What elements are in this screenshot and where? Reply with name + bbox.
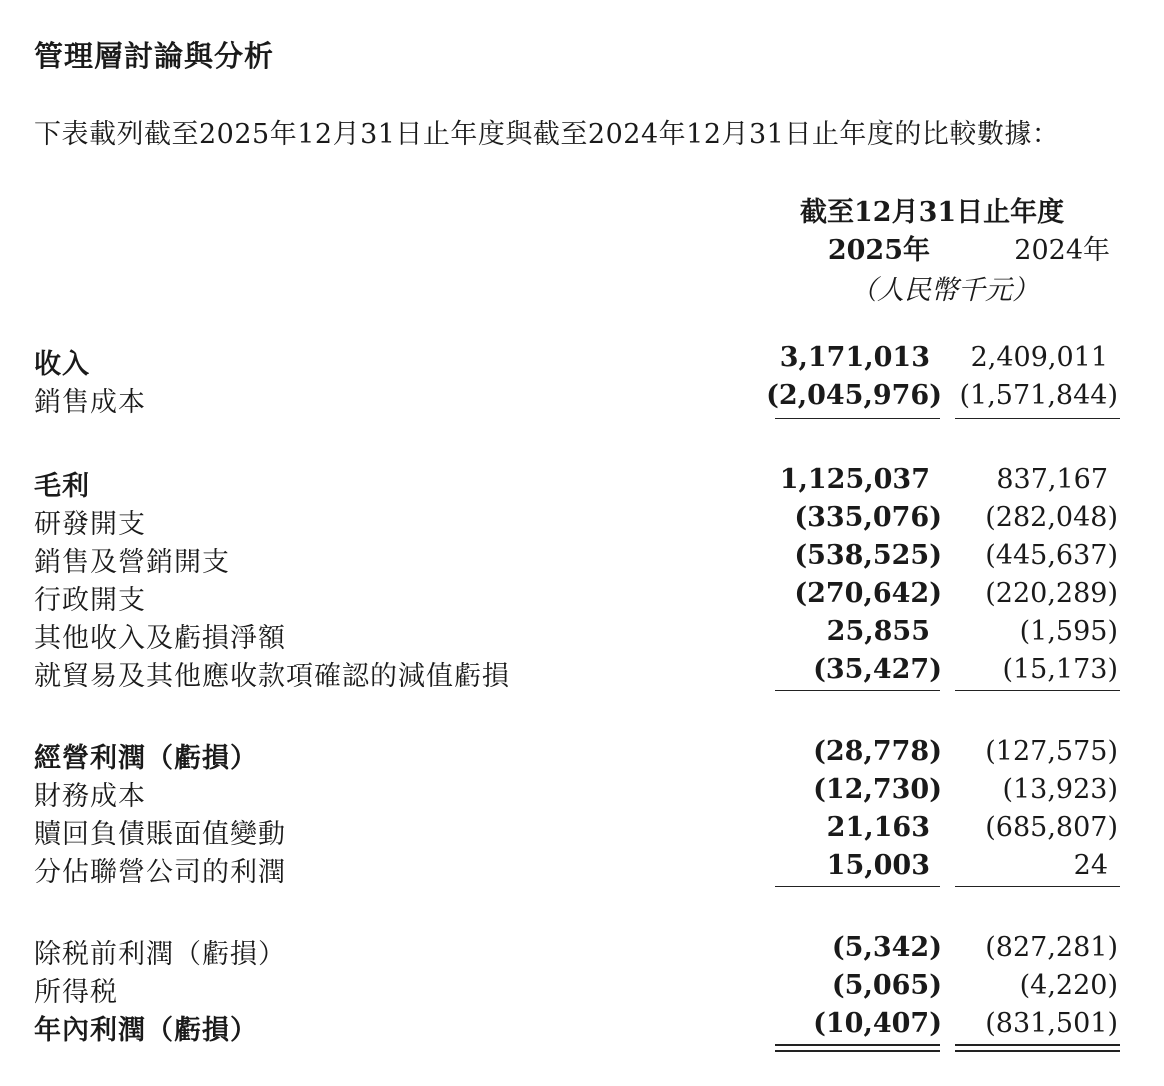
value-2024: 2,409,011 xyxy=(970,342,1108,373)
table-row-gross-profit xyxy=(0,464,1164,502)
row-label: 收入 xyxy=(34,349,90,380)
row-label: 分佔聯營公司的利潤 xyxy=(34,857,286,888)
value-2024: (445,637) xyxy=(985,540,1118,571)
total-double-rule xyxy=(775,1044,940,1052)
row-label: 行政開支 xyxy=(34,585,146,616)
table-row-income-tax xyxy=(0,970,1164,1008)
value-2024: (4,220) xyxy=(1019,970,1118,1001)
value-2024: (220,289) xyxy=(985,578,1118,609)
period-header: 截至12月31日止年度 xyxy=(800,197,1065,228)
value-2025: (5,065) xyxy=(831,970,942,1001)
value-2025: 21,163 xyxy=(826,812,930,843)
row-label: 年內利潤（虧損） xyxy=(34,1015,258,1046)
row-label: 其他收入及虧損淨額 xyxy=(34,623,286,654)
table-row-redemption-liability xyxy=(0,812,1164,850)
subtotal-rule xyxy=(775,418,940,419)
value-2025: (538,525) xyxy=(794,540,942,571)
row-label: 經營利潤（虧損） xyxy=(34,743,258,774)
value-2024: (1,571,844) xyxy=(959,380,1118,411)
subtotal-rule xyxy=(775,690,940,691)
value-2025: 15,003 xyxy=(826,850,930,881)
table-row-operating-profit xyxy=(0,736,1164,774)
table-row-rnd xyxy=(0,502,1164,540)
value-2025: (28,778) xyxy=(813,736,942,767)
intro-text: 下表載列截至2025年12月31日止年度與截至2024年12月31日止年度的比較數據： xyxy=(34,119,1060,150)
value-2025: (335,076) xyxy=(794,502,942,533)
value-2025: (12,730) xyxy=(813,774,942,805)
year-2024-header: 2024年 xyxy=(1014,235,1110,266)
subtotal-rule xyxy=(955,418,1120,419)
value-2024: (282,048) xyxy=(985,502,1118,533)
table-row-profit-before-tax xyxy=(0,932,1164,970)
value-2025: (35,427) xyxy=(813,654,942,685)
subtotal-rule xyxy=(955,886,1120,887)
section-title: 管理層討論與分析 xyxy=(34,39,275,73)
row-label: 研發開支 xyxy=(34,509,146,540)
row-label: 所得税 xyxy=(34,977,118,1008)
value-2024: (127,575) xyxy=(985,736,1118,767)
row-label: 財務成本 xyxy=(34,781,146,812)
value-2025: 1,125,037 xyxy=(779,464,930,495)
value-2025: (10,407) xyxy=(813,1008,942,1039)
table-row-cost-of-sales xyxy=(0,380,1164,418)
row-label: 毛利 xyxy=(34,471,90,502)
row-label: 銷售及營銷開支 xyxy=(34,547,230,578)
value-2024: (827,281) xyxy=(985,932,1118,963)
value-2025: (2,045,976) xyxy=(766,380,942,411)
row-label: 就貿易及其他應收款項確認的減值虧損 xyxy=(34,661,510,692)
unit-header: （人民幣千元） xyxy=(850,275,1039,306)
value-2025: (270,642) xyxy=(794,578,942,609)
value-2024: 837,167 xyxy=(996,464,1108,495)
value-2024: (1,595) xyxy=(1019,616,1118,647)
table-row-profit-for-year xyxy=(0,1008,1164,1046)
value-2025: (5,342) xyxy=(831,932,942,963)
subtotal-rule xyxy=(955,690,1120,691)
value-2024: (831,501) xyxy=(985,1008,1118,1039)
table-row-selling xyxy=(0,540,1164,578)
total-double-rule xyxy=(955,1044,1120,1052)
table-row-revenue xyxy=(0,342,1164,380)
value-2024: (685,807) xyxy=(985,812,1118,843)
value-2024: 24 xyxy=(1073,850,1108,881)
value-2025: 3,171,013 xyxy=(779,342,930,373)
subtotal-rule xyxy=(775,886,940,887)
table-row-share-of-associates xyxy=(0,850,1164,888)
table-row-admin xyxy=(0,578,1164,616)
table-row-other-income xyxy=(0,616,1164,654)
value-2024: (13,923) xyxy=(1002,774,1118,805)
table-row-impairment xyxy=(0,654,1164,692)
row-label: 贖回負債賬面值變動 xyxy=(34,819,286,850)
value-2025: 25,855 xyxy=(826,616,930,647)
value-2024: (15,173) xyxy=(1002,654,1118,685)
row-label: 銷售成本 xyxy=(34,387,146,418)
table-row-finance-cost xyxy=(0,774,1164,812)
year-2025-header: 2025年 xyxy=(827,235,930,266)
row-label: 除税前利潤（虧損） xyxy=(34,939,286,970)
